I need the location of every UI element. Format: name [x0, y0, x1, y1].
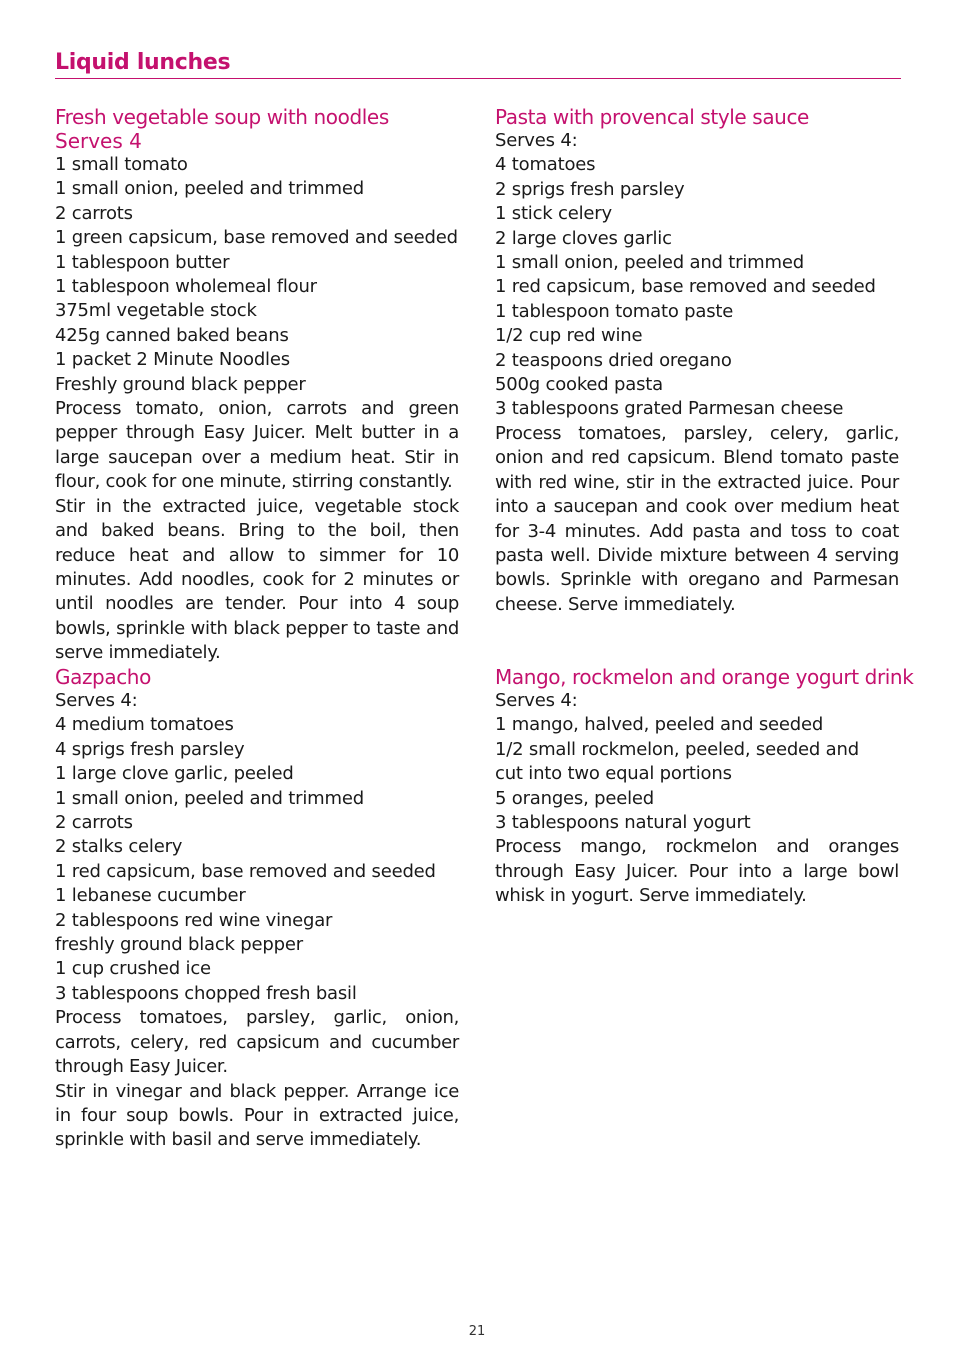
- ingredient-item: 2 carrots: [55, 812, 133, 834]
- ingredient-item: 1 large clove garlic, peeled: [55, 763, 294, 785]
- method-paragraph: Process mango, rockmelon and oranges through Easy Juicer. Pour into a large bowl whisk in yogurt. Serve immediately.: [495, 836, 899, 907]
- ingredient-item: freshly ground black pepper: [55, 934, 303, 956]
- method-paragraph: Stir in the extracted juice, vegetable stock and baked beans. Bring to the boil, then reduce heat and allow to simmer for 10 minutes. Add noodles, cook for 2 minutes or until noodles are tender. Pour into 4 soup bowls, sprinkle with black pepper to taste and serve immediately.: [55, 495, 459, 664]
- ingredient-item: 1 red capsicum, base removed and seeded: [495, 276, 876, 298]
- ingredient-list: [495, 713, 899, 835]
- recipe-title: Gazpacho: [55, 665, 151, 689]
- ingredient-item: 2 carrots: [55, 202, 133, 224]
- page-number: 21: [468, 1324, 486, 1339]
- ingredient-list: [55, 713, 459, 1006]
- ingredient-item: 425g canned baked beans: [55, 324, 289, 346]
- ingredient-item: 2 tablespoons red wine vinegar: [55, 909, 333, 931]
- serves-label: Serves 4: [55, 129, 142, 153]
- ingredient-item: 1 tablespoon wholemeal flour: [55, 276, 317, 298]
- ingredient-item: 4 medium tomatoes: [55, 714, 234, 736]
- ingredient-item: 1 red capsicum, base removed and seeded: [55, 860, 436, 882]
- ingredient-item: 1 small onion, peeled and trimmed: [55, 178, 364, 200]
- ingredient-item: 1 small tomato: [55, 154, 188, 175]
- ingredient-item: 2 stalks celery: [55, 836, 183, 858]
- ingredient-item: 1 cup crushed ice: [55, 958, 211, 980]
- ingredient-item: 1 stick celery: [495, 203, 612, 225]
- method-paragraph: Process tomatoes, parsley, celery, garlic, onion and red capsicum. Blend tomato paste with red wine, stir in the extracted juice. Pour into a saucepan and cook over medium heat for 3-4 minutes. Add pasta and toss to coat pasta well. Divide mixture between 4 serving bowls. Sprinkle with oregano and Parmesan cheese. Serve immediately.: [495, 422, 899, 615]
- ingredient-item: 1 small onion, peeled and trimmed: [495, 252, 804, 274]
- ingredient-item: 1 tablespoon tomato paste: [495, 300, 734, 322]
- ingredient-list: [495, 153, 899, 421]
- ingredient-item: 3 tablespoons grated Parmesan cheese: [495, 398, 844, 420]
- ingredient-list: [55, 153, 459, 397]
- ingredient-item: 2 large cloves garlic: [495, 227, 672, 249]
- recipe-gazpacho: [55, 665, 459, 1153]
- recipe-pasta-provencal: [495, 105, 899, 617]
- serves-label: Serves 4:: [495, 130, 578, 151]
- ingredient-item: 1 mango, halved, peeled and seeded: [495, 714, 824, 736]
- ingredient-item: 1 small onion, peeled and trimmed: [55, 787, 364, 809]
- recipe-title: Pasta with provencal style sauce: [495, 105, 809, 129]
- ingredient-item: 1 green capsicum, base removed and seeded: [55, 227, 458, 249]
- header-divider: [55, 78, 901, 79]
- recipe-vegetable-soup: [55, 105, 459, 666]
- serves-label: Serves 4:: [55, 690, 138, 711]
- ingredient-item: 3 tablespoons natural yogurt: [495, 812, 751, 834]
- method-paragraph: Process tomato, onion, carrots and green pepper through Easy Juicer. Melt butter in a large saucepan over a medium heat. Stir in flour, cook for one minute, stirring constantly.: [55, 398, 459, 493]
- method-paragraph: Stir in vinegar and black pepper. Arrange ice in four soup bowls. Pour in extracted juice, sprinkle with basil and serve immediately.: [55, 1080, 459, 1151]
- section-title: Liquid lunches: [55, 50, 231, 75]
- ingredient-item: 4 sprigs fresh parsley: [55, 738, 245, 760]
- ingredient-item: 500g cooked pasta: [495, 374, 663, 396]
- serves-label: Serves 4:: [495, 690, 578, 711]
- ingredient-item: Freshly ground black pepper: [55, 373, 306, 395]
- recipe-mango-yogurt-drink: [495, 665, 914, 909]
- ingredient-item: 3 tablespoons chopped fresh basil: [55, 982, 357, 1004]
- ingredient-item: 1 tablespoon butter: [55, 251, 230, 273]
- ingredient-item: 1 packet 2 Minute Noodles: [55, 349, 290, 371]
- ingredient-item: cut into two equal portions: [495, 763, 732, 785]
- method-paragraph: Process tomatoes, parsley, garlic, onion, carrots, celery, red capsicum and cucumber through Easy Juicer.: [55, 1007, 459, 1078]
- recipe-title: Fresh vegetable soup with noodles: [55, 105, 389, 129]
- ingredient-item: 5 oranges, peeled: [495, 787, 655, 809]
- ingredient-item: 4 tomatoes: [495, 154, 596, 176]
- ingredient-item: 2 sprigs fresh parsley: [495, 178, 685, 200]
- ingredient-item: 1 lebanese cucumber: [55, 885, 246, 907]
- ingredient-item: 1/2 cup red wine: [495, 325, 643, 347]
- ingredient-item: 1/2 small rockmelon, peeled, seeded and: [495, 738, 859, 760]
- ingredient-item: 2 teaspoons dried oregano: [495, 349, 732, 371]
- recipe-title: Mango, rockmelon and orange yogurt drink: [495, 665, 914, 689]
- ingredient-item: 375ml vegetable stock: [55, 300, 257, 322]
